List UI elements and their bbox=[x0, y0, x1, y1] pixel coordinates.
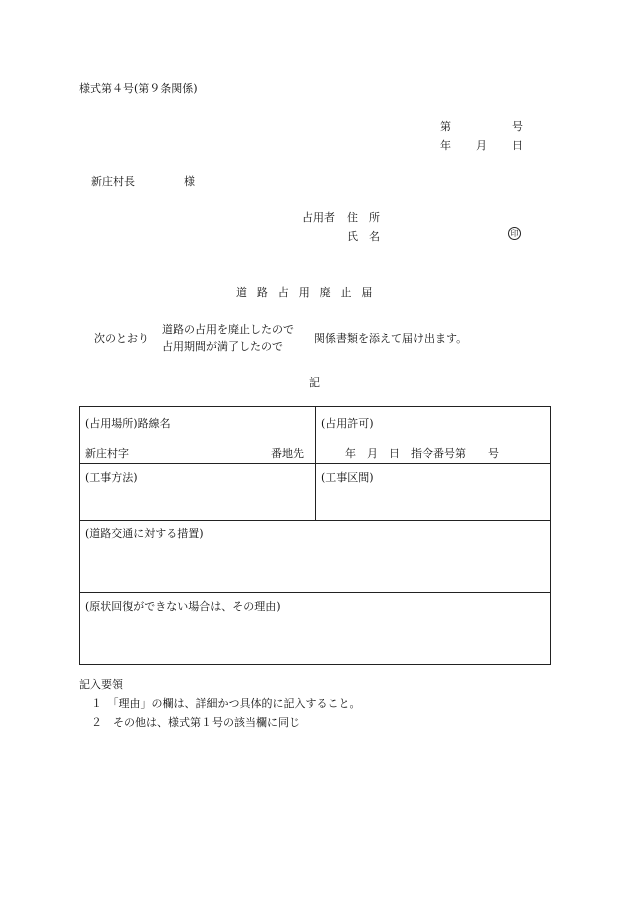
addressee-name: 新庄村長 bbox=[91, 175, 135, 188]
date-year: 年 bbox=[440, 139, 451, 152]
notes-item-1: １ 「理由」の欄は、詳細かつ具体的に記入すること。 bbox=[91, 697, 361, 710]
notes-heading: 記入要領 bbox=[79, 678, 123, 691]
place-label: (占用場所)路線名 bbox=[85, 417, 171, 430]
form-number: 様式第４号(第９条関係) bbox=[79, 82, 198, 95]
traffic-label: (道路交通に対する措置) bbox=[85, 527, 204, 540]
number-prefix: 第 bbox=[440, 120, 451, 133]
restore-label: (原状回復ができない場合は、その理由) bbox=[85, 600, 281, 613]
body-option-expire: 占用期間が満了したので bbox=[162, 340, 283, 353]
permit-label: (占用許可) bbox=[321, 417, 374, 430]
addressee-honorific: 様 bbox=[184, 175, 195, 188]
ki-label: 記 bbox=[309, 376, 320, 389]
number-suffix: 号 bbox=[512, 120, 523, 133]
document-title: 道路占用廃止届 bbox=[236, 286, 383, 299]
body-lead: 次のとおり bbox=[94, 332, 149, 345]
address-label: 住 所 bbox=[347, 211, 380, 224]
application-table bbox=[79, 406, 551, 665]
permit-line: 年 月 日 指令番号第 号 bbox=[345, 447, 499, 460]
banchi-label: 番地先 bbox=[271, 447, 304, 460]
body-option-abolish: 道路の占用を廃止したので bbox=[162, 323, 294, 336]
section-label: (工事区間) bbox=[321, 471, 374, 484]
date-day: 日 bbox=[512, 139, 523, 152]
applicant-label: 占用者 bbox=[302, 211, 335, 224]
method-label: (工事方法) bbox=[85, 471, 138, 484]
seal-icon: 印 bbox=[508, 227, 521, 240]
village-label: 新庄村字 bbox=[85, 447, 129, 460]
date-month: 月 bbox=[476, 139, 487, 152]
name-label: 氏 名 bbox=[347, 230, 380, 243]
notes-item-2: ２ その他は、様式第１号の該当欄に同じ bbox=[91, 716, 300, 729]
body-tail: 関係書類を添えて届け出ます。 bbox=[314, 332, 468, 345]
